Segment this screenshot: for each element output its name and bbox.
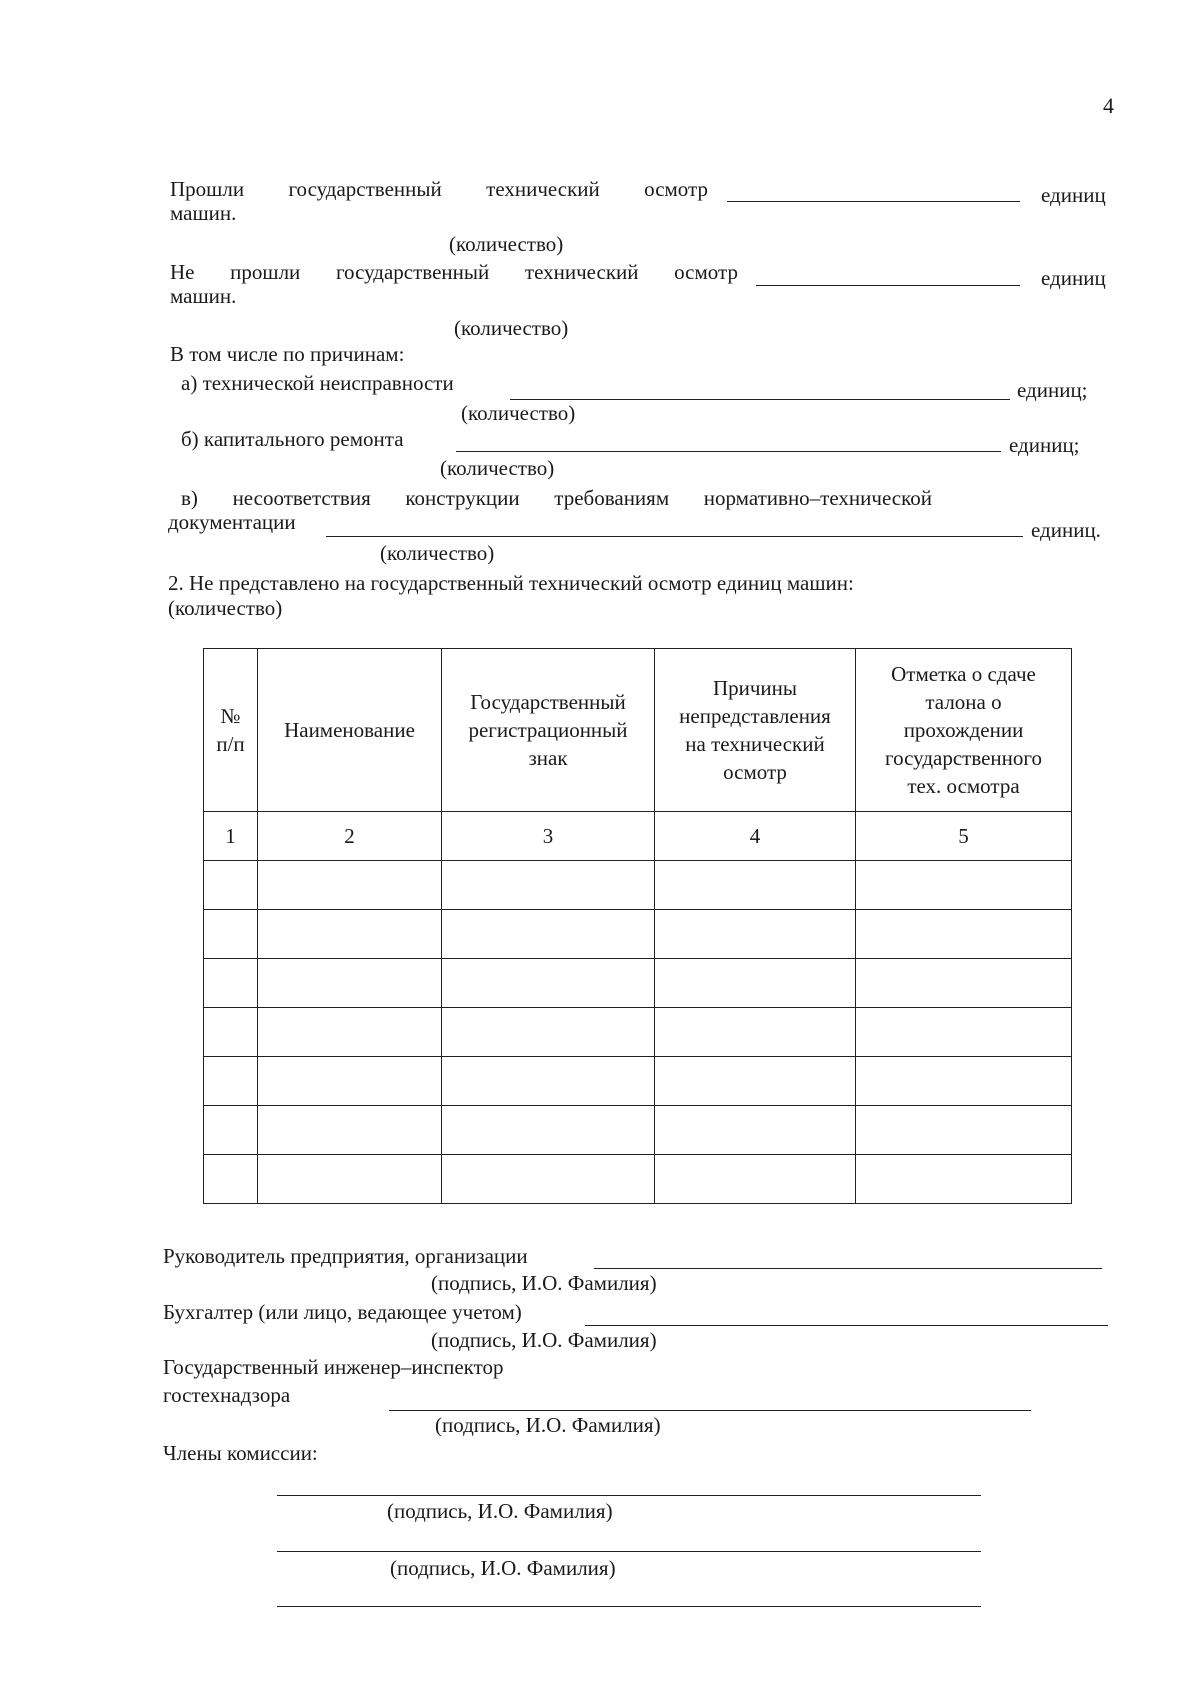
table-row [204,1106,1072,1155]
header-line: № [220,704,241,728]
vehicles-table [203,648,1072,1204]
passed-text [170,177,708,201]
header-line: непредставления [679,704,831,728]
commission-caption: (подпись, И.О. Фамилия) [387,1499,613,1523]
reason-b-label: б) капитального ремонта [181,427,404,451]
header-line: прохождении [903,718,1024,742]
table-cell[interactable] [204,1106,258,1155]
word: нормативно–технической [703,486,932,510]
header-line: на технический [685,732,825,756]
word: Прошли [170,177,245,201]
table-cell[interactable] [655,1057,856,1106]
not-passed-text [170,260,738,284]
table-cell[interactable] [442,959,655,1008]
commission-signature-field[interactable] [277,1495,981,1496]
table-cell[interactable] [258,1106,442,1155]
commission-signature-field[interactable] [277,1606,981,1607]
word: государственный [335,260,490,284]
reason-c-text [181,486,932,510]
table-cell[interactable] [442,1155,655,1204]
table-row [204,1057,1072,1106]
inspector-caption: (подпись, И.О. Фамилия) [435,1413,661,1437]
header-reg-sign [442,649,655,812]
reason-a-quantity-field[interactable] [510,399,1010,400]
column-number: 2 [258,812,442,861]
table-cell[interactable] [856,1106,1072,1155]
header-reasons [655,649,856,812]
passed-quantity-field[interactable] [727,201,1020,202]
head-label: Руководитель предприятия, организации [163,1244,528,1268]
table-cell[interactable] [442,1106,655,1155]
reason-a-label: а) технической неисправности [181,371,454,395]
header-name [258,649,442,812]
section2-title: 2. Не представлено на государственный технический осмотр единиц машин: [168,571,854,595]
table-cell[interactable] [204,1008,258,1057]
table-cell[interactable] [204,910,258,959]
column-numbers-row [204,812,1072,861]
section2-caption: (количество) [168,596,283,620]
table-cell[interactable] [258,910,442,959]
table-row [204,861,1072,910]
reason-a-unit: единиц; [1017,378,1088,402]
reason-c-label2: документации [168,510,296,534]
passed-unit: единиц [1041,183,1106,207]
table-cell[interactable] [258,1155,442,1204]
inspector-label-1: Государственный инженер–инспектор [163,1355,504,1379]
header-line: осмотр [723,760,787,784]
header-ticket-mark [856,649,1072,812]
table-cell[interactable] [258,959,442,1008]
head-caption: (подпись, И.О. Фамилия) [431,1271,657,1295]
header-line: талона о [925,690,1002,714]
table-cell[interactable] [856,1057,1072,1106]
page-number: 4 [1103,93,1114,118]
reason-b-unit: единиц; [1009,433,1080,457]
header-line: тех. осмотра [907,774,1020,798]
not-passed-quantity-field[interactable] [756,285,1020,286]
word: осмотр [644,177,708,201]
table-cell[interactable] [442,910,655,959]
table-cell[interactable] [856,1008,1072,1057]
table-cell[interactable] [258,1008,442,1057]
word: технический [486,177,600,201]
column-number: 5 [856,812,1072,861]
commission-caption: (подпись, И.О. Фамилия) [390,1556,616,1580]
header-line: знак [528,746,568,770]
header-line: п/п [216,732,245,756]
column-number: 1 [204,812,258,861]
reasons-intro: В том числе по причинам: [170,342,405,366]
inspector-label-2: гостехнадзора [163,1383,291,1407]
header-line: Государственный [470,690,626,714]
table-cell[interactable] [258,861,442,910]
word: осмотр [674,260,738,284]
word: Не [170,260,195,284]
table-cell[interactable] [204,959,258,1008]
column-number: 4 [655,812,856,861]
head-signature-field[interactable] [594,1268,1102,1269]
reason-c-caption: (количество) [380,541,495,565]
word: прошли [230,260,301,284]
reason-c-quantity-field[interactable] [326,536,1023,537]
word: государственный [288,177,442,201]
table-cell[interactable] [856,861,1072,910]
table-cell[interactable] [856,1155,1072,1204]
not-passed-caption: (количество) [454,316,569,340]
word: в) [181,486,198,510]
reason-a-caption: (количество) [461,401,576,425]
table-row [204,1008,1072,1057]
table-cell[interactable] [655,1155,856,1204]
table-cell[interactable] [442,1057,655,1106]
header-line: Отметка о сдаче [891,662,1036,686]
table-cell[interactable] [204,861,258,910]
inspector-signature-field[interactable] [389,1410,1031,1411]
table-cell[interactable] [856,959,1072,1008]
table-row [204,959,1072,1008]
passed-caption: (количество) [449,232,564,256]
table-cell[interactable] [258,1057,442,1106]
table-cell[interactable] [442,1008,655,1057]
word: требованиям [554,486,670,510]
accountant-label: Бухгалтер (или лицо, ведающее учетом) [163,1300,522,1324]
accountant-signature-field[interactable] [585,1325,1108,1326]
reason-b-quantity-field[interactable] [456,451,1001,452]
table-row [204,910,1072,959]
word: конструкции [405,486,520,510]
header-line: Наименование [284,718,415,742]
passed-continuation: машин. [170,201,237,225]
table-cell[interactable] [655,861,856,910]
header-line: Причины [712,676,798,700]
word: технический [524,260,639,284]
header-number [204,649,258,812]
not-passed-unit: единиц [1041,266,1106,290]
header-line: регистрационный [468,718,628,742]
table-cell[interactable] [655,910,856,959]
reason-b-caption: (количество) [440,456,555,480]
table-cell[interactable] [442,861,655,910]
table-row [204,1155,1072,1204]
table-cell[interactable] [204,1057,258,1106]
table-cell[interactable] [204,1155,258,1204]
header-line: государственного [884,746,1043,770]
commission-label: Члены комиссии: [163,1441,318,1465]
table-cell[interactable] [655,1008,856,1057]
table-cell[interactable] [856,910,1072,959]
column-number: 3 [442,812,655,861]
table-cell[interactable] [655,1106,856,1155]
commission-signature-field[interactable] [277,1551,981,1552]
table-cell[interactable] [655,959,856,1008]
not-passed-continuation: машин. [170,284,237,308]
reason-c-unit: единиц. [1031,518,1101,542]
word: несоответствия [232,486,371,510]
accountant-caption: (подпись, И.О. Фамилия) [431,1328,657,1352]
table-header-row [204,649,1072,812]
